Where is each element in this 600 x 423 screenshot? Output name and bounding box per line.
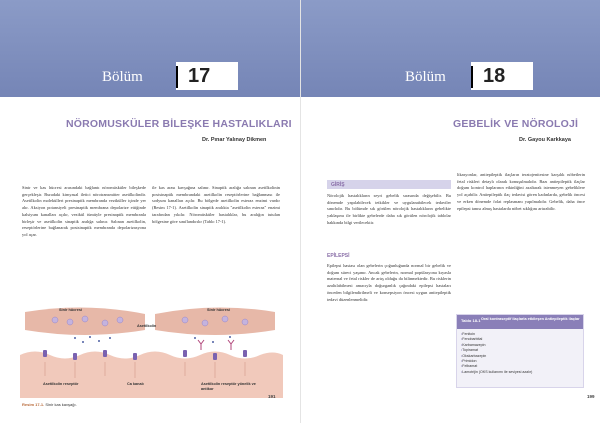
label-acetylcholine: Asetilkolin: [137, 324, 157, 328]
table-list-item: • Primidon: [461, 359, 532, 364]
body-column-1: [22, 185, 146, 241]
figure-caption-text: Sinir kas kavşağı.: [45, 402, 77, 407]
table-title: Oral kontraseptif ilaçlarla etkileşen Antiepileptik ilaçlar: [481, 317, 580, 321]
giris-text-block: [327, 193, 451, 229]
paragraph: Epilepsi hastası olan gebelerin çoğunluğunda normal bir gebelik ve doğum süreci yaşanır. Ancak gebelerin, normal popülasyona kıyasla maternal ve fetal riskler de artış olduğu da bilinmektedir. Bu risklerin azaltılabilmesi amacıyla doğurganlık çağındaki epilepsi hastaları önceden bilgilendirilmeli ve konsepsiyon öncesi uygun antiepileptik tedavi düzenlenmelidir.: [327, 263, 451, 302]
figure-caption-label: Resim 17-1.: [22, 402, 45, 407]
table-header: [457, 315, 583, 329]
label-nerve-left: Sinir hücresi: [59, 308, 83, 312]
chapter-title: GEBELİK VE NÖROLOJİ: [453, 118, 579, 130]
paragraph: likasyonlar, antiepileptik ilaçların teratojenitesine karşılık nöbetlerin fetal riskleri detaylı olarak konuşulmalıdır. Bazı antiepileptik ilaçlar doğum kontrol haplarının etkinliğini azaltarak istenmeyen gebeliklere yol açabilir. Antiepileptik ilaç tedavisi gören kadınlarda, gebelik öncesi ve erken dönemde folat replasmanı yapılmalıdır. Gebelik, daha önce epilepsi tanısı almış hastalarda nöbet sıklığını artırabilir.: [457, 172, 585, 211]
table-18-1: [456, 314, 584, 388]
table-number: Tablo 18-1: [461, 318, 481, 323]
label-nerve-right: Sinir hücresi: [207, 308, 231, 312]
chapter-number: 17: [188, 65, 211, 87]
chapter-title: NÖROMUSKÜLER BİLEŞKE HASTALIKLARI: [66, 118, 292, 130]
section-heading-giris: GİRİŞ: [331, 182, 345, 188]
table-list-item: • Okskarbazepin: [461, 354, 532, 359]
chapter-label: Bölüm: [405, 69, 446, 85]
page-number: 191: [268, 394, 276, 399]
table-list: [461, 332, 532, 375]
chapter-banner: [0, 0, 300, 97]
figure-caption: [22, 402, 77, 407]
paragraph: Sinir ve kas hücresi arasındaki bağlantı nöromüsküler bileşkede gerçekleşir. Buradaki kimyasal iletici nörotransmitter asetilkolindir. Asetilkolin molekülleri presinaptik membranda veziküller içinde yer alır. Aksiyon potansiyeli presinaptik membrana depolarize ettiğinde kalsiyum kanalları açılır, vezikül tümüyle presinaptik membranla birleşir ve asetilkolin sinaptik aralığa salınır. Salınan asetilkolin, reseptörlerine bağlanarak postsinaptik membranda depolarizasyona yol açar.: [22, 185, 146, 237]
paragraph: Nörolojik hastalıkların seyri gebelik sırasında değişebilir. Bu dönemde yapılabilecek tetkikler ve uygulanabilecek tedaviler sınırlıdır. Bu bölümde sık görülen nörolojik hastalıkların gebelikte yaklaşımı ile birlikte gebelerde daha sık görülen nörolojik tablolar hakkında bilgi verilecektir.: [327, 193, 451, 225]
chapter-author: Dr. Gayou Karkkaya: [519, 137, 571, 143]
chapter-author: Dr. Pınar Yalınay Dikmen: [202, 137, 267, 143]
nmj-figure: [15, 300, 285, 398]
table-list-item: • Lamotrijin (OKS kullanımı ile seviyesi azalır): [461, 370, 532, 375]
label-receptor: Asetilkolin reseptör: [43, 382, 79, 386]
label-antibody: Asetilkolin reseptör yönelik ve antikor: [201, 382, 256, 391]
page-number: 199: [587, 394, 595, 399]
chapter-number-box: [176, 62, 238, 90]
chapter-label: Bölüm: [102, 69, 143, 85]
label-ca-channel: Ca kanalı: [127, 382, 144, 386]
table-list-item: • Karbamazepin: [461, 343, 532, 348]
section-band: [327, 180, 451, 189]
chapter-banner: [301, 0, 600, 97]
epilepsi-text-block: [327, 263, 451, 305]
body-column-2: [152, 185, 280, 227]
chapter-number-box: [471, 62, 533, 90]
table-list-item: • Fenobarbital: [461, 337, 532, 342]
body-column-2: [457, 172, 585, 214]
section-heading-epilepsi: EPİLEPSİ: [327, 253, 350, 259]
table-list-item: • Fenitoin: [461, 332, 532, 337]
chapter-number: 18: [483, 65, 506, 87]
table-list-item: • Topiramat: [461, 348, 532, 353]
table-list-item: • Felbamat: [461, 364, 532, 369]
paragraph: ile kas arası kavşağına salınır. Sinaptik aralığa salınan asetilkolinin postsinaptik membrandaki asetilkolin reseptörlerine bağlanması ile sodyum kanalları açılır. Bu bölgede asetilkolin esteraz enzimi vardır (Resim 17-1). Asetilkolin sinaptik aralıkta "asetilkolin esteraz" enzimi tarafından yıkılır. Nöromüsküler hastalıklar, bu aralığın tutulan bölgesine göre sınıflandırılır (Tablo 17-1).: [152, 185, 280, 224]
